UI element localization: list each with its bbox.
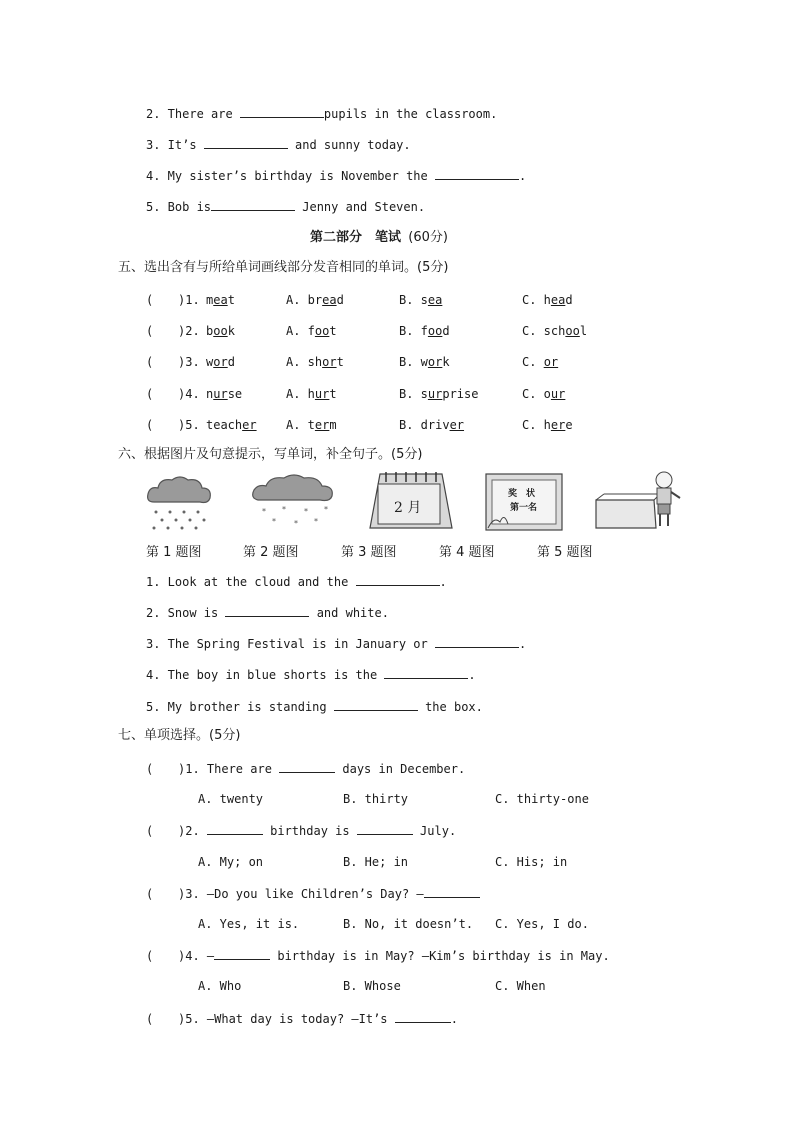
word-part: A. t: [286, 418, 315, 432]
word-part: w: [206, 355, 214, 369]
answer-blank[interactable]: [211, 198, 295, 211]
question-2-option-c[interactable]: C. His; in: [495, 855, 568, 869]
section5-row: [146, 417, 153, 433]
answer-blank[interactable]: [225, 604, 309, 617]
svg-text:*: *: [294, 519, 298, 528]
word-part: e: [565, 418, 573, 432]
answer-blank[interactable]: [356, 573, 440, 586]
question-3-option-c[interactable]: C. Yes, I do.: [495, 917, 589, 931]
word-part: se: [227, 387, 243, 401]
option-c[interactable]: [522, 386, 565, 402]
option-b[interactable]: [399, 386, 478, 402]
rain-cloud-picture: [144, 472, 214, 534]
answer-blank[interactable]: [384, 666, 468, 679]
svg-text:*: *: [304, 507, 308, 516]
word-part: C.: [522, 355, 544, 369]
question-1-option-a[interactable]: A. twenty: [198, 792, 264, 806]
answer-paren[interactable]: (: [146, 293, 154, 307]
underlined-letters: ea: [213, 293, 228, 307]
part2-title: 第二部分 笔试 (60分): [310, 230, 448, 245]
section5-row: [146, 292, 153, 308]
question-3-option-a[interactable]: A. Yes, it is.: [198, 917, 300, 931]
word-part: d: [227, 355, 235, 369]
underlined-letters: or: [427, 355, 443, 369]
word-part: b: [206, 324, 214, 338]
section6-item-1: 1. Look at the cloud and the .: [146, 575, 447, 589]
svg-text:*: *: [262, 507, 266, 516]
underlined-letters: ea: [550, 293, 566, 307]
picture-caption-3: 第 3 题图: [341, 545, 397, 560]
underlined-letters: ur: [314, 387, 330, 401]
option-a[interactable]: [286, 292, 344, 308]
underlined-letters: ur: [550, 387, 566, 401]
question-4: ( )4. — birthday is in May? —Kim’s birthday is in May.: [146, 949, 610, 963]
section5-row: [146, 354, 153, 370]
answer-paren[interactable]: (: [146, 824, 154, 838]
section5-row: [146, 323, 153, 339]
underlined-letters: or: [213, 355, 228, 369]
underlined-letters: ur: [213, 387, 228, 401]
part1-item-2: 2. There are pupils in the classroom.: [146, 107, 498, 121]
question-4-option-a[interactable]: A. Who: [198, 979, 242, 993]
underlined-letters: ea: [427, 293, 443, 307]
underlined-letters: ea: [322, 293, 337, 307]
option-a[interactable]: [286, 386, 337, 402]
word-part: B. w: [399, 355, 428, 369]
question-4-option-c[interactable]: C. When: [495, 979, 546, 993]
given-word: [206, 354, 235, 370]
svg-text:*: *: [282, 505, 286, 514]
section5-number: )1.: [178, 293, 200, 307]
section6-heading: 六、根据图片及句意提示，写单词，补全句子。(5分): [118, 447, 423, 462]
given-word: [206, 386, 242, 402]
question-1-option-b[interactable]: B. thirty: [343, 792, 409, 806]
word-part: prise: [442, 387, 479, 401]
underlined-letters: or: [543, 355, 559, 369]
part1-item-4: 4. My sister’s birthday is November the .: [146, 169, 527, 183]
question-1: ( )1. There are days in December.: [146, 762, 466, 776]
option-c[interactable]: [522, 417, 573, 433]
picture-caption-1: 第 1 题图: [146, 545, 202, 560]
word-part: k: [227, 324, 235, 338]
underlined-letters: oo: [213, 324, 228, 338]
option-b[interactable]: [399, 354, 450, 370]
word-part: m: [206, 293, 214, 307]
answer-blank[interactable]: [357, 822, 413, 835]
picture-caption-5: 第 5 题图: [537, 545, 593, 560]
given-word: [206, 323, 235, 339]
word-part: t: [329, 387, 337, 401]
word-part: teach: [206, 418, 243, 432]
section5-number: )5.: [178, 418, 200, 432]
section5-number: )2.: [178, 324, 200, 338]
word-part: t: [336, 355, 344, 369]
section5-heading: 五、选出含有与所给单词画线部分发音相同的单词。(5分): [118, 260, 449, 275]
word-part: C. sch: [522, 324, 566, 338]
answer-paren[interactable]: (: [146, 949, 154, 963]
option-a[interactable]: [286, 354, 344, 370]
word-part: A. h: [286, 387, 315, 401]
underlined-letters: er: [314, 418, 330, 432]
underlined-letters: oo: [314, 324, 330, 338]
option-c[interactable]: [522, 354, 558, 370]
word-part: B. f: [399, 324, 428, 338]
given-word: [206, 417, 257, 433]
section6-item-3: 3. The Spring Festival is in January or .: [146, 637, 527, 651]
calendar-picture: [366, 470, 454, 534]
word-part: C. h: [522, 418, 551, 432]
answer-blank[interactable]: [204, 136, 288, 149]
underlined-letters: ur: [427, 387, 443, 401]
picture-caption-4: 第 4 题图: [439, 545, 495, 560]
underlined-letters: er: [550, 418, 566, 432]
word-part: B. driv: [399, 418, 450, 432]
underlined-letters: er: [242, 418, 257, 432]
award-certificate-picture: [484, 472, 564, 532]
answer-blank[interactable]: [207, 822, 263, 835]
part1-item-5: 5. Bob is Jenny and Steven.: [146, 200, 426, 214]
answer-paren[interactable]: (: [146, 418, 154, 432]
question-3-option-b[interactable]: B. No, it doesn’t.: [343, 917, 474, 931]
svg-text:*: *: [314, 517, 318, 526]
word-part: t: [227, 293, 235, 307]
answer-blank[interactable]: [214, 947, 270, 960]
svg-text:*: *: [324, 505, 328, 514]
answer-paren[interactable]: (: [146, 324, 154, 338]
picture-caption-2: 第 2 题图: [243, 545, 299, 560]
svg-text:*: *: [272, 517, 276, 526]
answer-blank[interactable]: [424, 885, 480, 898]
snow-cloud-picture: [248, 472, 338, 530]
word-part: d: [336, 293, 344, 307]
word-part: n: [206, 387, 214, 401]
answer-blank[interactable]: [435, 167, 519, 180]
award-title-text: 奖 状: [508, 489, 536, 499]
question-2-option-b[interactable]: B. He; in: [343, 855, 409, 869]
option-b[interactable]: [399, 417, 464, 433]
question-4-option-b[interactable]: B. Whose: [343, 979, 401, 993]
underlined-letters: er: [449, 418, 465, 432]
question-2-option-a[interactable]: A. My; on: [198, 855, 264, 869]
underlined-letters: oo: [427, 324, 443, 338]
section6-item-4: 4. The boy in blue shorts is the .: [146, 668, 476, 682]
section5-number: )4.: [178, 387, 200, 401]
option-b[interactable]: [399, 323, 450, 339]
boy-and-box-picture: [594, 470, 684, 534]
calendar-month-text: 2 月: [394, 500, 422, 516]
option-a[interactable]: [286, 417, 337, 433]
word-part: m: [329, 418, 337, 432]
answer-blank[interactable]: [240, 105, 324, 118]
answer-blank[interactable]: [435, 635, 519, 648]
answer-paren[interactable]: (: [146, 1012, 154, 1026]
question-3: ( )3. —Do you like Children’s Day? —: [146, 885, 480, 902]
option-c[interactable]: [522, 323, 587, 339]
section6-item-5: 5. My brother is standing the box.: [146, 700, 483, 714]
answer-blank[interactable]: [395, 1010, 451, 1023]
question-1-option-c[interactable]: C. thirty-one: [495, 792, 589, 806]
section7-heading: 七、单项选择。(5分): [118, 728, 241, 743]
option-c[interactable]: [522, 292, 573, 308]
question-2: ( )2. birthday is July.: [146, 824, 457, 838]
answer-blank[interactable]: [334, 698, 418, 711]
option-b[interactable]: [399, 292, 442, 308]
word-part: C. o: [522, 387, 551, 401]
answer-paren[interactable]: (: [146, 387, 154, 401]
part1-item-3: 3. It’s and sunny today.: [146, 138, 411, 152]
given-word: [206, 292, 235, 308]
question-5: ( )5. —What day is today? —It’s .: [146, 1012, 458, 1026]
section5-row: [146, 386, 153, 402]
underlined-letters: or: [322, 355, 337, 369]
answer-blank[interactable]: [279, 760, 335, 773]
word-part: C. h: [522, 293, 551, 307]
word-part: A. f: [286, 324, 315, 338]
word-part: A. sh: [286, 355, 323, 369]
word-part: d: [565, 293, 573, 307]
answer-paren[interactable]: (: [146, 355, 154, 369]
option-a[interactable]: [286, 323, 337, 339]
word-part: B. s: [399, 293, 428, 307]
section6-item-2: 2. Snow is and white.: [146, 606, 389, 620]
underlined-letters: oo: [565, 324, 580, 338]
word-part: t: [329, 324, 337, 338]
word-part: l: [579, 324, 588, 338]
word-part: d: [442, 324, 450, 338]
word-part: k: [442, 355, 450, 369]
section5-number: )3.: [178, 355, 200, 369]
award-rank-text: 第一名: [510, 503, 538, 513]
word-part: A. br: [286, 293, 323, 307]
answer-paren[interactable]: (: [146, 762, 154, 776]
answer-paren[interactable]: (: [146, 887, 154, 901]
word-part: B. s: [399, 387, 428, 401]
